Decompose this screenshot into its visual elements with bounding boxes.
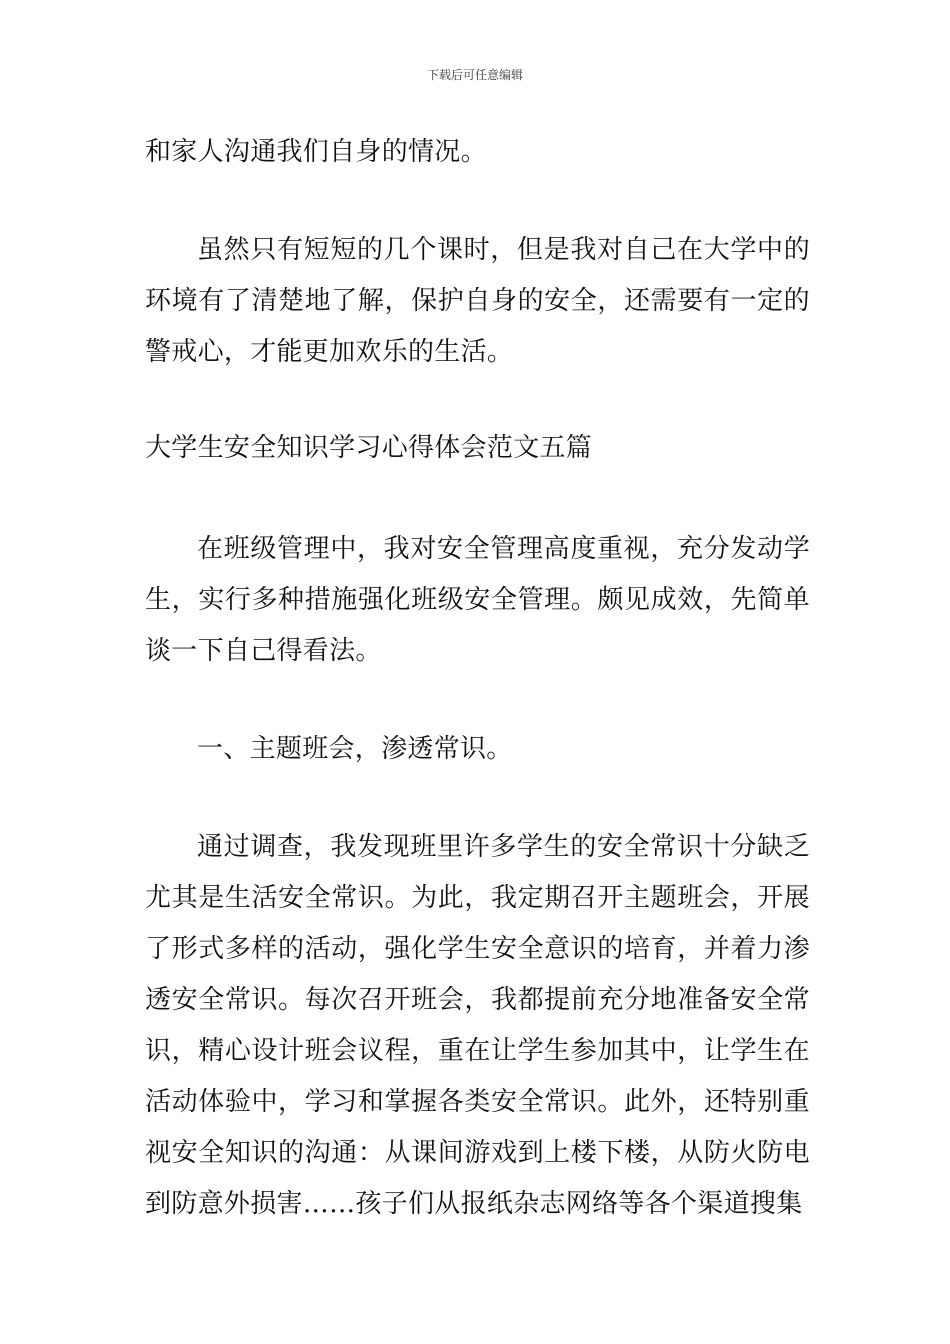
paragraph-1: 和家人沟通我们自身的情况。	[145, 137, 487, 167]
page-header: 下载后可任意编辑	[426, 68, 523, 82]
paragraph-3: 在班级管理中，我对安全管理高度重视，充分发动学生，实行多种措施强化班级安全管理。颇见成效，先简单谈一下自己得看法。	[145, 534, 810, 666]
subheading-1: 一、主题班会，渗透常识。	[197, 734, 513, 764]
paragraph-4: 通过调查，我发现班里许多学生的安全常识十分缺乏尤其是生活安全常识。为此，我定期召开主题班会，开展了形式多样的活动，强化学生安全意识的培育，并着力渗透安全常识。每次召开班会，我都提前充分地准备安全常识，精心设计班会议程，重在让学生参加其中，让学生在活动体验中，学习和掌握各类安全常识。此外，还特别重视安全知识的沟通：从课间游戏到上楼下楼，从防火防电到防意外损害……孩子们从报纸杂志网络等各个渠道搜集	[145, 832, 810, 1219]
paragraph-2: 虽然只有短短的几个课时，但是我对自己在大学中的环境有了清楚地了解，保护自身的安全，还需要有一定的警戒心，才能更加欢乐的生活。	[145, 235, 810, 367]
section-title: 大学生安全知识学习心得体会范文五篇	[145, 433, 593, 463]
